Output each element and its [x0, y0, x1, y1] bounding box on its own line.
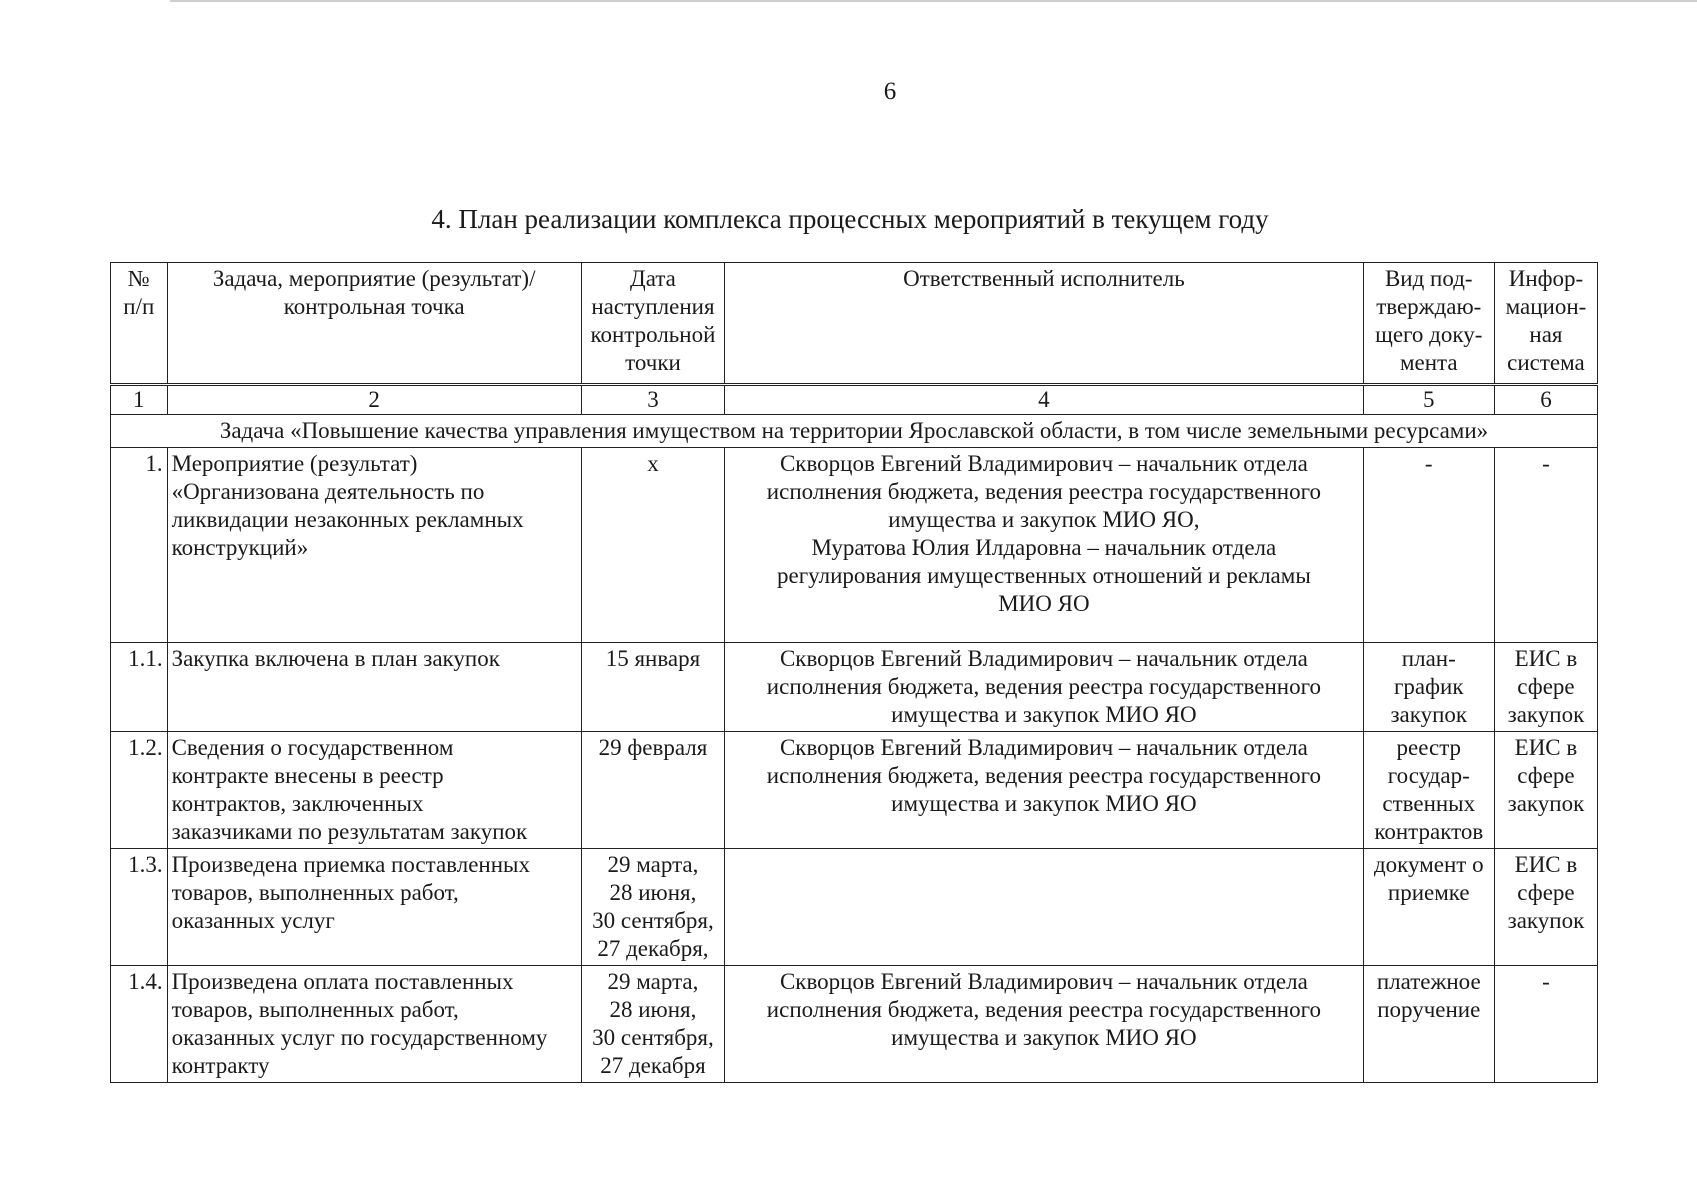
table-header-row	[111, 263, 1598, 385]
table-row	[111, 732, 1598, 849]
column-index: 5	[1363, 385, 1494, 415]
task-row	[111, 415, 1598, 448]
row-date: 15 января	[581, 643, 724, 732]
row-number: 1.1.	[111, 643, 168, 732]
row-system: -	[1494, 966, 1597, 1083]
activity-plan-table	[110, 262, 1598, 1083]
column-index: 6	[1494, 385, 1597, 415]
header-number: № п/п	[111, 263, 168, 385]
row-responsible: Скворцов Евгений Владимирович – начальник отдела исполнения бюджета, ведения реестра государственного имущества и закупок МИО ЯО	[725, 966, 1363, 1083]
header-responsible: Ответственный исполнитель	[725, 263, 1363, 385]
row-document: реестр государ- ственных контрактов	[1363, 732, 1494, 849]
section-title: 4. План реализации комплекса процессных мероприятий в текущем году	[431, 204, 1269, 234]
table-row	[111, 643, 1598, 732]
row-number: 1.	[111, 448, 168, 643]
row-responsible: Скворцов Евгений Владимирович – начальник отдела исполнения бюджета, ведения реестра государственного имущества и закупок МИО ЯО, Муратова Юлия Илдаровна – начальник отдела регулирования имущественных отношений и рекламы МИО ЯО	[725, 448, 1363, 643]
header-activity: Задача, мероприятие (результат)/ контрольная точка	[167, 263, 581, 385]
task-title: Задача «Повышение качества управления имуществом на территории Ярославской области, в том числе земельными ресурсами»	[111, 415, 1598, 448]
row-activity: Произведена оплата поставленных товаров, выполненных работ, оказанных услуг по государственному контракту	[167, 966, 581, 1083]
page-top-edge	[170, 0, 1697, 2]
row-date: 29 марта, 28 июня, 30 сентября, 27 декабря,	[581, 849, 724, 966]
row-activity: Произведена приемка поставленных товаров, выполненных работ, оказанных услуг	[167, 849, 581, 966]
header-date: Дата наступления контрольной точки	[581, 263, 724, 385]
row-activity: Закупка включена в план закупок	[167, 643, 581, 732]
table-row	[111, 849, 1598, 966]
column-index-row	[111, 385, 1598, 415]
column-index: 2	[167, 385, 581, 415]
header-document: Вид под- тверждаю- щего доку- мента	[1363, 263, 1494, 385]
row-date: х	[581, 448, 724, 643]
row-date: 29 марта, 28 июня, 30 сентября, 27 декабря	[581, 966, 724, 1083]
row-system: -	[1494, 448, 1597, 643]
row-document: план- график закупок	[1363, 643, 1494, 732]
row-responsible: Скворцов Евгений Владимирович – начальник отдела исполнения бюджета, ведения реестра государственного имущества и закупок МИО ЯО	[725, 643, 1363, 732]
row-number: 1.4.	[111, 966, 168, 1083]
row-system: ЕИС в сфере закупок	[1494, 643, 1597, 732]
page-number: 6	[883, 78, 897, 105]
column-index: 4	[725, 385, 1363, 415]
row-document: -	[1363, 448, 1494, 643]
row-activity: Мероприятие (результат) «Организована деятельность по ликвидации незаконных рекламных конструкций»	[167, 448, 581, 643]
table-row	[111, 448, 1598, 643]
row-activity: Сведения о государственном контракте внесены в реестр контрактов, заключенных заказчиками по результатам закупок	[167, 732, 581, 849]
row-document: документ о приемке	[1363, 849, 1494, 966]
row-system: ЕИС в сфере закупок	[1494, 849, 1597, 966]
header-system: Инфор- мацион- ная система	[1494, 263, 1597, 385]
row-system: ЕИС в сфере закупок	[1494, 732, 1597, 849]
table-row	[111, 966, 1598, 1083]
row-responsible: Скворцов Евгений Владимирович – начальник отдела исполнения бюджета, ведения реестра государственного имущества и закупок МИО ЯО	[725, 732, 1363, 849]
column-index: 3	[581, 385, 724, 415]
row-number: 1.2.	[111, 732, 168, 849]
row-number: 1.3.	[111, 849, 168, 966]
row-responsible	[725, 849, 1363, 966]
row-document: платежное поручение	[1363, 966, 1494, 1083]
row-date: 29 февраля	[581, 732, 724, 849]
column-index: 1	[111, 385, 168, 415]
